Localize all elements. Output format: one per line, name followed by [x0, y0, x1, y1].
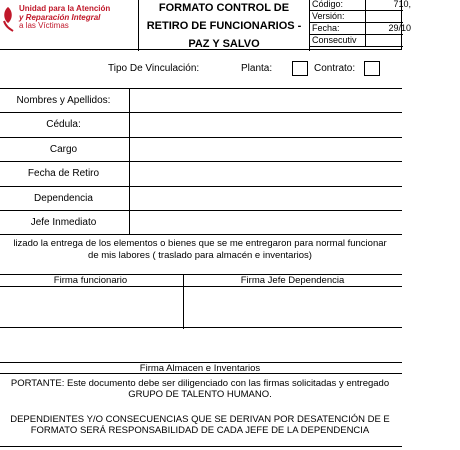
- signature-almacen-label: Firma Almacen e Inventarios: [0, 362, 402, 374]
- responsabilidad-line-2: FORMATO SERÁ RESPONSABILIDAD DE CADA JEFE DE LA DEPENDENCIA: [30, 425, 370, 436]
- importante-line-2: GRUPO DE TALENTO HUMANO.: [128, 389, 272, 400]
- bottom-divider: [0, 446, 402, 447]
- meta-label: Versión:: [312, 11, 345, 21]
- table-row: [0, 211, 402, 235]
- table-row: [0, 89, 402, 113]
- field-label-fecha-retiro: Fecha de Retiro: [0, 162, 130, 185]
- meta-row-codigo: [310, 0, 411, 11]
- statement-line-2: de mis labores ( traslado para almacén e inventarios): [88, 250, 312, 261]
- signature-jefe-label: Firma Jefe Dependencia: [183, 275, 402, 287]
- table-row: [0, 138, 402, 162]
- importante-note: [0, 378, 460, 400]
- logo-line-3: a las Víctimas: [19, 21, 69, 30]
- planta-label: Planta:: [241, 63, 273, 74]
- signature-funcionario-label: Firma funcionario: [0, 275, 183, 287]
- meta-value: [365, 11, 413, 23]
- logo-text: [19, 5, 137, 31]
- statement-line-1: lizado la entrega de los elementos o bienes que se me entregaron para normal funcionar: [13, 238, 387, 249]
- meta-value: 29/10: [365, 23, 413, 35]
- meta-row-consecutivo: [310, 35, 403, 47]
- table-row: [0, 113, 402, 137]
- signature-table: [0, 274, 402, 328]
- meta-value: [365, 35, 413, 47]
- field-label-nombres: Nombres y Apellidos:: [0, 89, 130, 112]
- importante-line-1: PORTANTE: Este documento debe ser diligenciado con las firmas solicitadas y entregado: [10, 378, 390, 389]
- field-label-dependencia: Dependencia: [0, 187, 130, 210]
- contrato-checkbox[interactable]: [364, 61, 380, 76]
- logo: [0, 0, 139, 51]
- responsabilidad-line-1: DEPENDIENTES Y/O CONSECUENCIAS QUE SE DERIVAN POR DESATENCIÓN DE E: [10, 414, 390, 425]
- form-meta: [310, 0, 411, 51]
- responsabilidad-note: [0, 414, 460, 436]
- vinculacion-label: Tipo De Vinculación:: [108, 63, 200, 74]
- planta-checkbox[interactable]: [292, 61, 308, 76]
- field-label-jefe: Jefe Inmediato: [0, 211, 130, 234]
- table-row: [0, 187, 402, 211]
- logo-line-2: y Reparación Integral: [19, 12, 101, 22]
- meta-label: Código:: [312, 0, 344, 9]
- form-header: [0, 0, 411, 50]
- meta-row-fecha: [310, 23, 411, 35]
- field-label-cargo: Cargo: [0, 138, 130, 161]
- field-label-cedula: Cédula:: [0, 113, 130, 136]
- statement-text: [0, 238, 450, 262]
- meta-row-version: [310, 11, 403, 23]
- meta-label: Consecutiv: [312, 35, 357, 45]
- logo-line-1: Unidad para la Atención: [19, 4, 111, 13]
- vinculacion-row: [0, 58, 400, 80]
- signature-divider: [183, 275, 184, 329]
- contrato-label: Contrato:: [314, 63, 356, 74]
- table-row: [0, 162, 402, 186]
- meta-label: Fecha:: [312, 23, 340, 33]
- logo-mark-icon: [1, 5, 15, 33]
- form-title: FORMATO CONTROL DE RETIRO DE FUNCIONARIOS - PAZ Y SALVO: [139, 0, 310, 51]
- employee-data-table: [0, 88, 402, 235]
- meta-value: 710,: [365, 0, 413, 11]
